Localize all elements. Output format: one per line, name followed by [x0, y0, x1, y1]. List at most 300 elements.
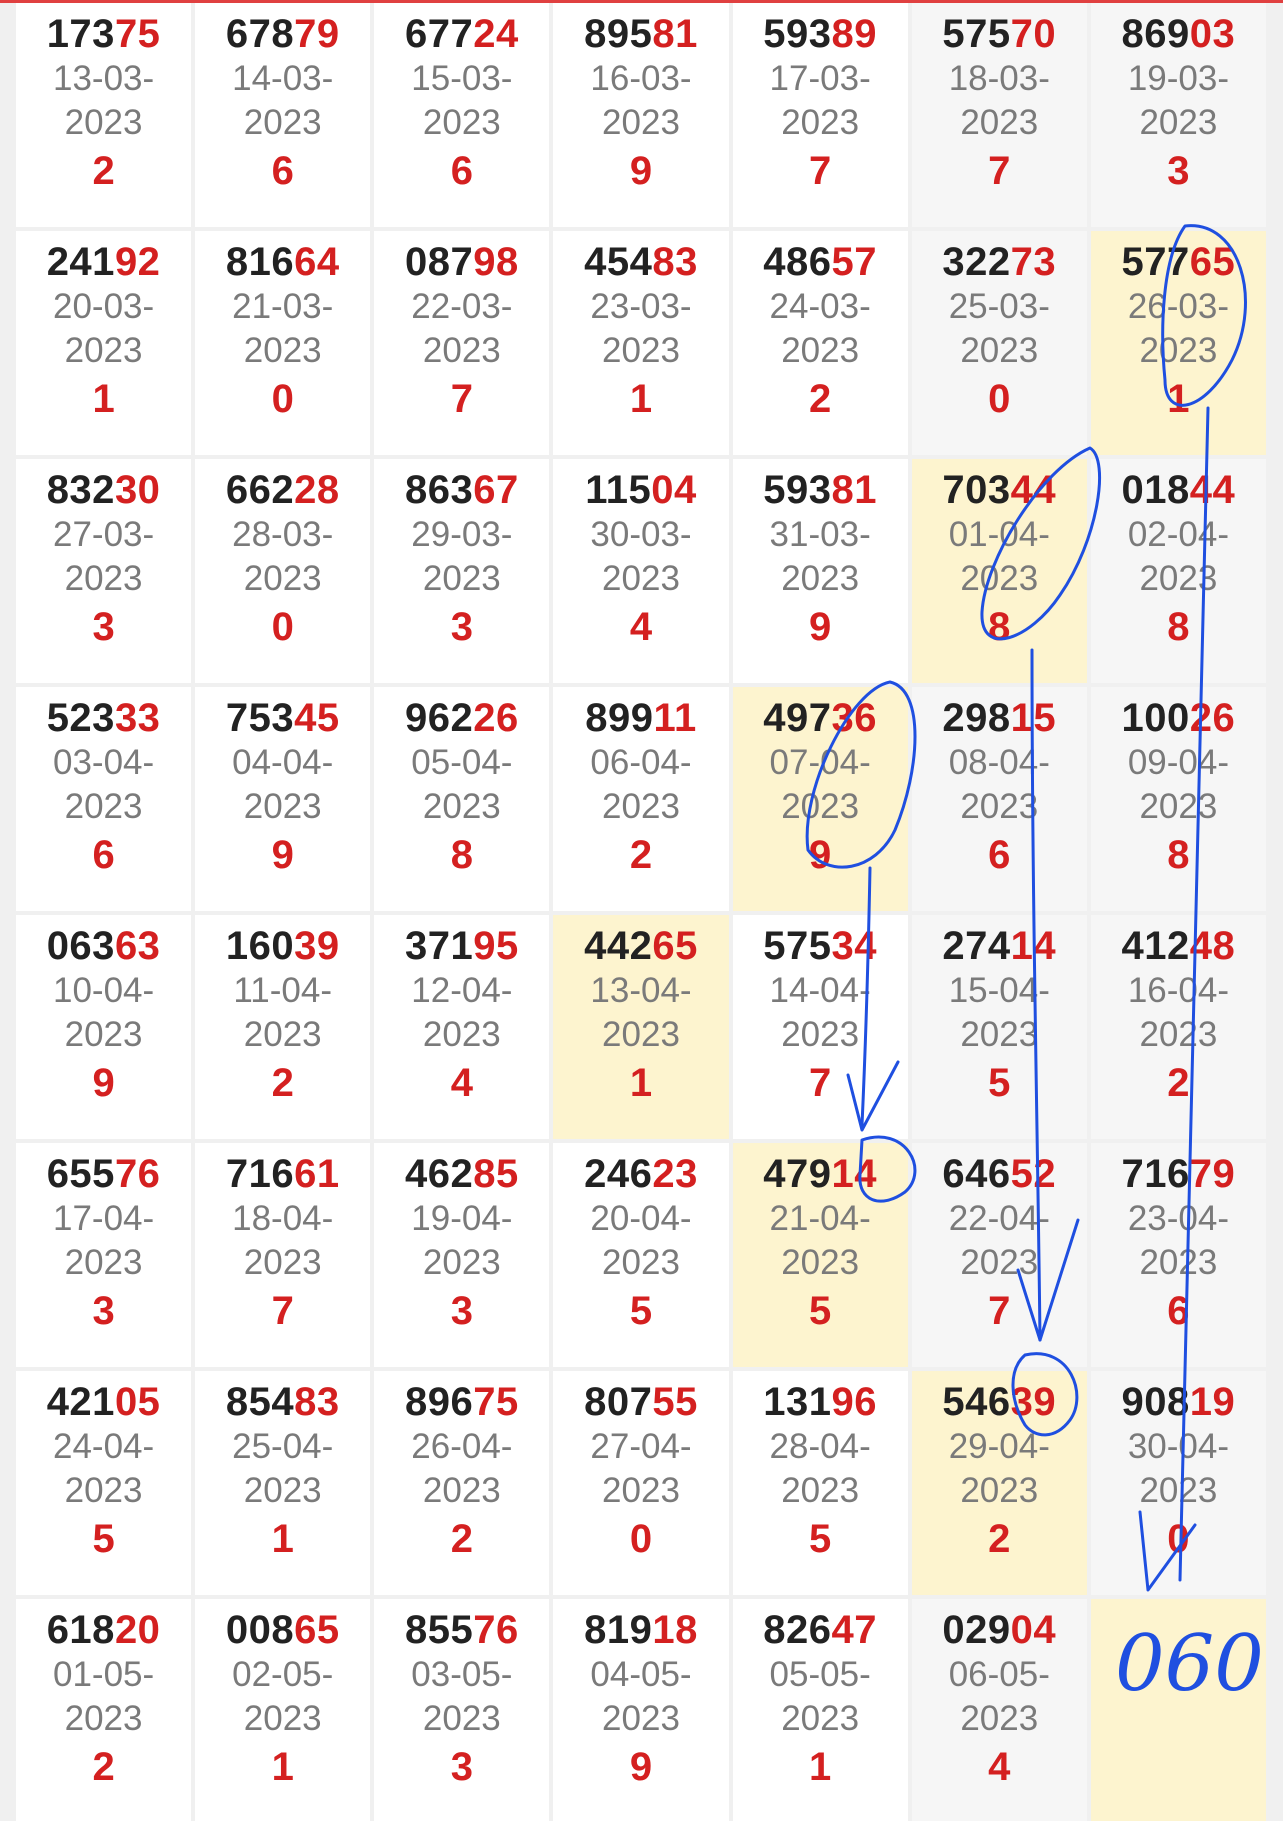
result-number	[1122, 923, 1236, 969]
result-number-tail: 15	[1010, 696, 1057, 740]
result-digit: 9	[92, 1061, 115, 1105]
result-date-daymonth: 20-04-	[590, 1199, 692, 1238]
result-date-daymonth: 14-03-	[232, 59, 334, 98]
result-number-lead: 087	[404, 240, 474, 284]
result-number-lead: 577	[1121, 240, 1190, 284]
result-number	[226, 1379, 340, 1425]
result-digit: 6	[1167, 1289, 1190, 1333]
result-cell	[553, 1599, 728, 1821]
result-cell	[553, 1371, 728, 1595]
result-number	[226, 467, 340, 513]
result-digit: 9	[629, 1745, 653, 1789]
result-date-year: 2023	[1139, 787, 1218, 826]
result-date-daymonth: 08-04-	[948, 743, 1050, 782]
result-date-daymonth: 19-04-	[411, 1199, 513, 1238]
result-number-tail: 23	[652, 1152, 698, 1196]
grid-row	[16, 3, 1266, 227]
result-date-daymonth: 23-03-	[590, 287, 692, 326]
result-number-lead: 421	[46, 1380, 115, 1424]
result-digit: 6	[271, 149, 294, 193]
result-cell	[733, 1599, 908, 1821]
result-number-lead: 854	[225, 1380, 295, 1424]
result-date-year: 2023	[64, 787, 143, 826]
result-number-tail: 75	[473, 1380, 519, 1424]
results-grid	[16, 3, 1266, 1821]
result-date-year: 2023	[602, 1015, 680, 1054]
result-cell	[195, 687, 370, 911]
result-date-daymonth: 12-04-	[411, 971, 513, 1010]
result-date-year: 2023	[64, 1243, 143, 1282]
result-number-lead: 371	[404, 924, 474, 968]
result-date-year: 2023	[64, 1699, 143, 1738]
result-cell	[912, 1599, 1087, 1821]
result-digit: 3	[1167, 149, 1190, 193]
result-number-lead: 063	[46, 924, 115, 968]
result-date-year: 2023	[1139, 103, 1218, 142]
result-digit: 5	[809, 1517, 832, 1561]
result-number-lead: 655	[46, 1152, 115, 1196]
result-number-lead: 677	[404, 12, 474, 56]
result-number-lead: 716	[1121, 1152, 1190, 1196]
result-cell	[1091, 3, 1266, 227]
result-number-lead: 716	[225, 1152, 295, 1196]
result-digit: 2	[271, 1061, 294, 1105]
result-cell	[553, 3, 728, 227]
result-number-lead: 246	[584, 1152, 653, 1196]
result-digit: 2	[988, 1517, 1011, 1561]
result-date-daymonth: 10-04-	[52, 971, 155, 1010]
result-number	[584, 1379, 698, 1425]
result-number-lead: 523	[46, 696, 115, 740]
result-cell	[733, 1371, 908, 1595]
grid-row	[16, 1599, 1266, 1821]
result-date-year: 2023	[422, 1015, 501, 1054]
result-number	[405, 1151, 519, 1197]
result-cell	[374, 1143, 549, 1367]
result-date-year: 2023	[781, 559, 860, 598]
result-number-tail: 98	[473, 240, 519, 284]
result-date-daymonth: 27-03-	[52, 515, 155, 554]
result-digit: 6	[92, 833, 115, 877]
result-number	[47, 695, 161, 741]
result-digit: 2	[809, 377, 832, 421]
result-date-daymonth: 23-04-	[1127, 1199, 1229, 1238]
result-number-lead: 908	[1121, 1380, 1190, 1424]
result-number-tail: 65	[652, 924, 698, 968]
result-number-lead: 115	[585, 468, 652, 512]
result-date-daymonth: 02-05-	[232, 1655, 334, 1694]
result-number-tail: 83	[294, 1380, 340, 1424]
result-number	[585, 695, 697, 741]
result-digit: 8	[450, 833, 473, 877]
result-date-daymonth: 03-04-	[52, 743, 155, 782]
result-number-lead: 855	[404, 1608, 474, 1652]
result-number-lead: 274	[942, 924, 1011, 968]
result-number-tail: 36	[831, 696, 877, 740]
result-date-daymonth: 26-03-	[1127, 287, 1229, 326]
result-number	[942, 1379, 1056, 1425]
result-date-daymonth: 18-04-	[232, 1199, 334, 1238]
result-cell	[733, 231, 908, 455]
result-number-tail: 45	[294, 696, 340, 740]
result-number	[1122, 11, 1236, 57]
result-number	[405, 1379, 519, 1425]
result-number	[584, 923, 698, 969]
result-digit: 0	[1167, 1517, 1190, 1561]
result-number-lead: 008	[225, 1608, 295, 1652]
result-number-lead: 896	[404, 1380, 474, 1424]
result-number	[942, 467, 1056, 513]
result-date-year: 2023	[960, 787, 1039, 826]
result-date-year: 2023	[1139, 331, 1218, 370]
result-digit: 0	[271, 377, 294, 421]
result-digit: 2	[92, 149, 115, 193]
result-cell	[195, 3, 370, 227]
result-date-daymonth: 05-05-	[769, 1655, 871, 1694]
result-cell	[374, 687, 549, 911]
result-number	[584, 1607, 698, 1653]
result-digit: 2	[450, 1517, 473, 1561]
result-number-lead: 662	[225, 468, 295, 512]
result-date-daymonth: 19-03-	[1127, 59, 1229, 98]
result-date-daymonth: 24-04-	[52, 1427, 155, 1466]
result-number-lead: 454	[584, 240, 653, 284]
result-cell	[16, 231, 191, 455]
result-digit: 0	[988, 377, 1011, 421]
result-number-tail: 65	[294, 1608, 340, 1652]
result-cell	[16, 915, 191, 1139]
result-number	[405, 467, 519, 513]
result-number-tail: 76	[473, 1608, 519, 1652]
result-number-tail: 48	[1189, 924, 1236, 968]
result-cell	[553, 687, 728, 911]
result-number-lead: 703	[942, 468, 1011, 512]
result-number-tail: 70	[1010, 12, 1057, 56]
result-number-lead: 018	[1121, 468, 1190, 512]
result-cell	[912, 687, 1087, 911]
result-number	[584, 1151, 698, 1197]
result-digit: 4	[629, 605, 653, 649]
result-digit: 1	[809, 1745, 832, 1789]
result-digit: 3	[450, 1289, 473, 1333]
result-digit: 8	[988, 605, 1011, 649]
result-date-year: 2023	[422, 787, 501, 826]
result-number	[47, 239, 161, 285]
result-date-year: 2023	[243, 1243, 322, 1282]
result-date-year: 2023	[64, 1015, 143, 1054]
result-number-tail: 14	[1010, 924, 1057, 968]
result-number-lead: 863	[404, 468, 474, 512]
result-number-tail: 67	[473, 468, 519, 512]
result-number-lead: 442	[584, 924, 653, 968]
result-date-year: 2023	[422, 103, 501, 142]
result-cell	[553, 1143, 728, 1367]
result-date-daymonth: 02-04-	[1127, 515, 1229, 554]
result-number-lead: 819	[584, 1608, 653, 1652]
result-digit: 1	[92, 377, 115, 421]
result-cell	[16, 3, 191, 227]
result-number-tail: 04	[651, 468, 697, 512]
result-date-daymonth: 31-03-	[769, 515, 871, 554]
result-date-daymonth: 01-05-	[52, 1655, 155, 1694]
result-cell	[1091, 1371, 1266, 1595]
result-number	[47, 1379, 161, 1425]
result-number-lead: 298	[942, 696, 1011, 740]
result-cell	[16, 687, 191, 911]
result-cell	[912, 1143, 1087, 1367]
result-digit: 7	[450, 377, 473, 421]
result-cell	[553, 231, 728, 455]
result-date-daymonth: 30-04-	[1127, 1427, 1229, 1466]
result-date-daymonth: 01-04-	[948, 515, 1050, 554]
result-date-daymonth: 04-04-	[232, 743, 334, 782]
result-number-tail: 20	[114, 1608, 161, 1652]
result-digit: 7	[809, 149, 832, 193]
result-date-year: 2023	[422, 1699, 501, 1738]
result-cell	[912, 459, 1087, 683]
result-date-year: 2023	[960, 1699, 1039, 1738]
result-cell	[195, 1143, 370, 1367]
result-number-tail: 33	[114, 696, 161, 740]
result-cell	[16, 1371, 191, 1595]
result-number-lead: 962	[404, 696, 474, 740]
result-date-daymonth: 13-03-	[52, 59, 155, 98]
result-number	[47, 923, 161, 969]
result-number	[1122, 467, 1236, 513]
result-cell	[912, 231, 1087, 455]
result-date-year: 2023	[243, 331, 322, 370]
result-date-year: 2023	[781, 1699, 860, 1738]
result-number-tail: 34	[831, 924, 877, 968]
result-date-daymonth: 27-04-	[590, 1427, 692, 1466]
result-date-year: 2023	[422, 331, 501, 370]
result-number	[226, 1607, 340, 1653]
result-date-year: 2023	[243, 1015, 322, 1054]
result-cell	[1091, 231, 1266, 455]
result-date-daymonth: 29-04-	[948, 1427, 1050, 1466]
result-number-tail: 81	[652, 12, 698, 56]
result-number	[763, 239, 877, 285]
result-date-year: 2023	[243, 787, 322, 826]
result-number	[47, 467, 161, 513]
result-digit: 6	[988, 833, 1011, 877]
result-number-tail: 85	[473, 1152, 519, 1196]
result-number-tail: 11	[653, 696, 697, 740]
result-digit: 5	[92, 1517, 115, 1561]
result-date-year: 2023	[960, 1471, 1039, 1510]
result-number-tail: 65	[1189, 240, 1236, 284]
result-cell	[374, 231, 549, 455]
result-number-tail: 89	[831, 12, 877, 56]
result-digit: 2	[1167, 1061, 1190, 1105]
result-number-lead: 546	[942, 1380, 1011, 1424]
result-date-year: 2023	[781, 331, 860, 370]
result-number-tail: 14	[831, 1152, 877, 1196]
result-cell	[374, 1599, 549, 1821]
result-number-tail: 81	[831, 468, 877, 512]
result-date-year: 2023	[781, 1243, 860, 1282]
result-cell	[733, 915, 908, 1139]
result-number-lead: 816	[225, 240, 295, 284]
result-number-tail: 05	[114, 1380, 161, 1424]
result-date-daymonth: 29-03-	[411, 515, 513, 554]
result-number	[585, 467, 697, 513]
result-number-tail: 61	[294, 1152, 340, 1196]
result-date-daymonth: 24-03-	[769, 287, 871, 326]
result-number-lead: 486	[763, 240, 832, 284]
result-digit: 1	[629, 377, 653, 421]
grid-row	[16, 1143, 1266, 1367]
result-number	[405, 1607, 519, 1653]
result-digit: 1	[629, 1061, 653, 1105]
result-cell	[195, 1599, 370, 1821]
result-cell	[16, 1599, 191, 1821]
result-cell	[374, 3, 549, 227]
result-date-year: 2023	[602, 1243, 680, 1282]
result-number	[942, 695, 1056, 741]
result-number-tail: 55	[652, 1380, 698, 1424]
result-digit: 2	[92, 1745, 115, 1789]
result-cell	[733, 687, 908, 911]
result-number-lead: 322	[942, 240, 1011, 284]
result-date-daymonth: 20-03-	[52, 287, 155, 326]
result-date-year: 2023	[602, 559, 680, 598]
result-number	[763, 467, 877, 513]
handwritten-note: 060	[1115, 1619, 1264, 1709]
result-number	[226, 695, 340, 741]
result-number	[226, 239, 340, 285]
result-number-lead: 618	[46, 1608, 115, 1652]
result-digit: 7	[988, 1289, 1011, 1333]
result-date-year: 2023	[781, 787, 860, 826]
result-number-tail: 96	[831, 1380, 877, 1424]
result-number-tail: 26	[1189, 696, 1236, 740]
result-number	[763, 1379, 877, 1425]
result-number-tail: 83	[652, 240, 698, 284]
result-digit: 3	[92, 1289, 115, 1333]
result-number	[942, 1151, 1056, 1197]
result-digit: 4	[988, 1745, 1011, 1789]
result-date-daymonth: 18-03-	[948, 59, 1050, 98]
result-date-daymonth: 17-03-	[769, 59, 871, 98]
result-digit: 8	[1167, 833, 1190, 877]
result-digit: 1	[1167, 377, 1190, 421]
result-number	[763, 695, 877, 741]
result-date-year: 2023	[602, 787, 680, 826]
result-date-daymonth: 09-04-	[1127, 743, 1229, 782]
result-date-daymonth: 04-05-	[590, 1655, 692, 1694]
result-cell	[1091, 1599, 1266, 1821]
result-digit: 4	[450, 1061, 473, 1105]
result-number-tail: 19	[1189, 1380, 1236, 1424]
result-digit: 0	[629, 1517, 653, 1561]
result-date-year: 2023	[781, 103, 860, 142]
result-number	[763, 1607, 877, 1653]
result-number	[1122, 1379, 1236, 1425]
result-number-lead: 479	[763, 1152, 832, 1196]
result-digit: 0	[271, 605, 294, 649]
result-number-lead: 497	[763, 696, 832, 740]
result-date-year: 2023	[422, 1471, 501, 1510]
result-digit: 3	[450, 605, 473, 649]
result-number-tail: 24	[473, 12, 519, 56]
result-number	[584, 239, 698, 285]
result-digit: 1	[271, 1517, 294, 1561]
result-digit: 8	[1167, 605, 1190, 649]
result-date-year: 2023	[422, 559, 501, 598]
result-cell	[374, 1371, 549, 1595]
result-number-lead: 869	[1121, 12, 1190, 56]
result-date-daymonth: 28-03-	[232, 515, 334, 554]
result-cell	[16, 1143, 191, 1367]
result-number	[942, 11, 1056, 57]
result-number-tail: 18	[652, 1608, 698, 1652]
result-number-lead: 832	[46, 468, 115, 512]
result-number	[584, 11, 698, 57]
result-number-tail: 52	[1010, 1152, 1057, 1196]
result-number-lead: 899	[585, 696, 654, 740]
result-number	[1122, 239, 1236, 285]
result-cell	[195, 1371, 370, 1595]
result-date-year: 2023	[960, 103, 1039, 142]
result-date-year: 2023	[243, 559, 322, 598]
result-number	[47, 1607, 161, 1653]
result-number-lead: 575	[763, 924, 832, 968]
result-date-year: 2023	[781, 1471, 860, 1510]
result-number	[47, 11, 161, 57]
result-date-year: 2023	[422, 1243, 501, 1282]
result-number-tail: 03	[1189, 12, 1236, 56]
result-date-daymonth: 25-04-	[232, 1427, 334, 1466]
result-number-tail: 79	[1189, 1152, 1236, 1196]
result-cell	[553, 459, 728, 683]
result-number-lead: 593	[763, 468, 832, 512]
result-cell	[374, 915, 549, 1139]
result-date-daymonth: 21-04-	[769, 1199, 871, 1238]
result-date-year: 2023	[243, 1699, 322, 1738]
result-date-daymonth: 26-04-	[411, 1427, 513, 1466]
result-digit: 7	[809, 1061, 832, 1105]
result-digit: 3	[450, 1745, 473, 1789]
result-date-daymonth: 28-04-	[769, 1427, 871, 1466]
result-number-tail: 75	[114, 12, 161, 56]
result-cell	[553, 915, 728, 1139]
result-date-year: 2023	[64, 331, 143, 370]
result-date-daymonth: 30-03-	[590, 515, 692, 554]
grid-row	[16, 231, 1266, 455]
result-number-tail: 95	[473, 924, 519, 968]
result-number	[942, 1607, 1056, 1653]
result-date-year: 2023	[602, 1471, 680, 1510]
result-number	[763, 1151, 877, 1197]
result-date-year: 2023	[1139, 1015, 1218, 1054]
result-number-lead: 160	[225, 924, 295, 968]
result-date-year: 2023	[243, 103, 322, 142]
result-number-tail: 79	[294, 12, 340, 56]
result-number-lead: 241	[46, 240, 115, 284]
result-date-year: 2023	[602, 331, 680, 370]
result-number-tail: 39	[1010, 1380, 1057, 1424]
result-date-daymonth: 22-04-	[948, 1199, 1050, 1238]
result-date-year: 2023	[1139, 559, 1218, 598]
result-date-daymonth: 25-03-	[948, 287, 1050, 326]
result-cell	[1091, 459, 1266, 683]
result-digit: 7	[988, 149, 1011, 193]
result-number	[226, 11, 340, 57]
result-cell	[16, 459, 191, 683]
result-number-tail: 28	[294, 468, 340, 512]
result-number-tail: 64	[294, 240, 340, 284]
